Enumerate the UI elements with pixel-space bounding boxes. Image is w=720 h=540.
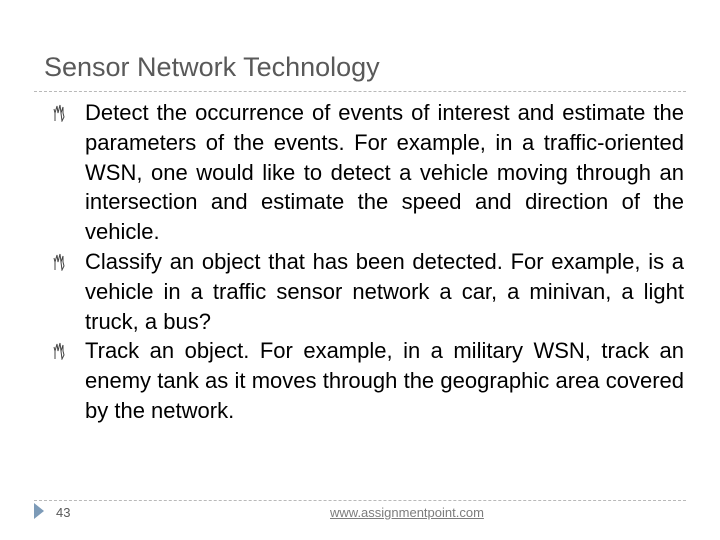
bullet-item (52, 247, 684, 336)
bullet-list (52, 98, 684, 426)
hand-pointing-bullet-icon (52, 104, 66, 122)
page-number: 43 (56, 505, 71, 520)
hand-pointing-bullet-icon (52, 342, 66, 360)
footer-website-link[interactable]: www.assignmentpoint.com (330, 505, 484, 520)
footer-divider (34, 500, 686, 501)
slide-title: Sensor Network Technology (44, 52, 380, 82)
title-divider (34, 91, 686, 92)
bullet-item (52, 98, 684, 247)
triangle-right-icon (34, 503, 44, 519)
bullet-text: Detect the occurrence of events of interest and estimate the parameters of the events. For example, in a traffic-oriented WSN, one would like to detect a vehicle moving through an intersection and estimate the speed and direction of the vehicle. (85, 100, 684, 245)
bullet-item (52, 336, 684, 425)
bullet-text: Track an object. For example, in a military WSN, track an enemy tank as it moves through the geographic area covered by the network. (85, 338, 684, 423)
bullet-text: Classify an object that has been detected. For example, is a vehicle in a traffic sensor network a car, a minivan, a light truck, a bus? (85, 248, 684, 334)
hand-pointing-bullet-icon (52, 253, 66, 271)
